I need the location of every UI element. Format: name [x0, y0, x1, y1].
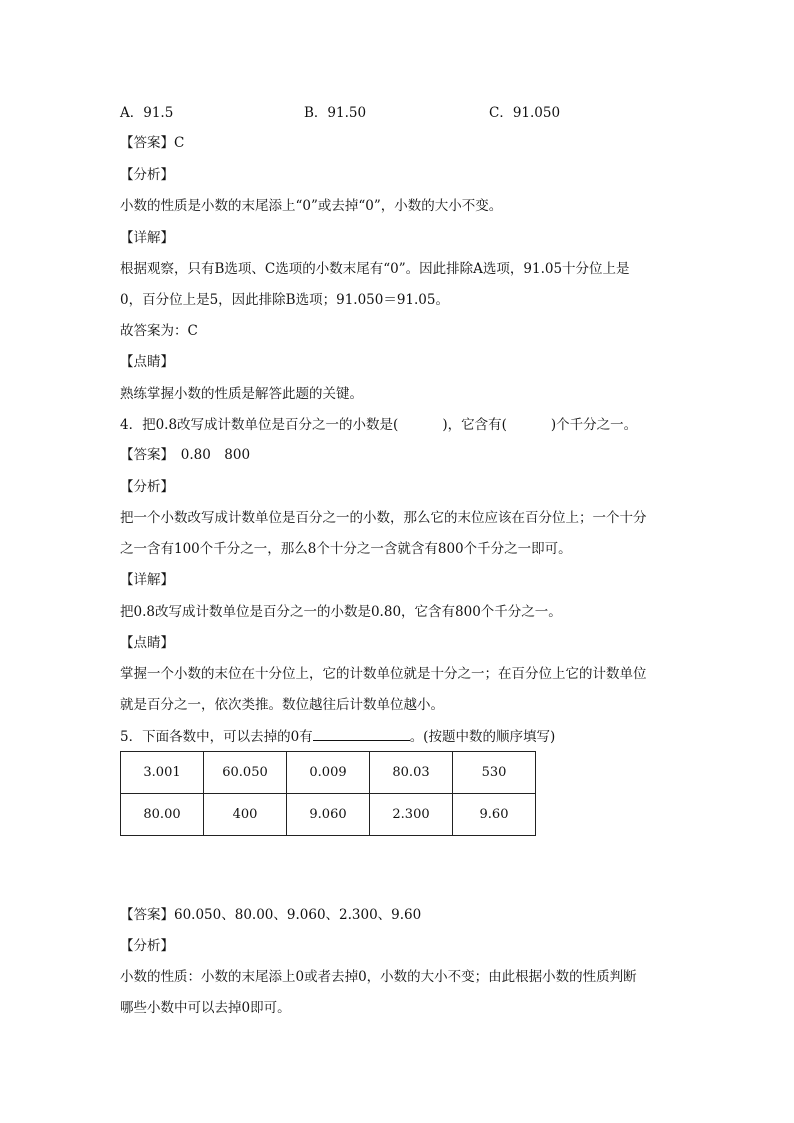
- q3-detail-line-3: 故答案为：C: [120, 323, 198, 339]
- q4-analysis-heading: 【分析】: [120, 479, 174, 495]
- table-cell: 80.00: [121, 794, 204, 836]
- table-cell: 60.050: [204, 752, 287, 794]
- q5-stem-part-b: 。(按题中数的顺序填写): [409, 729, 556, 745]
- q4-analysis-line-2: 之一含有100个千分之一，那么8个十分之一含就含有800个千分之一即可。: [120, 541, 572, 557]
- table-row: [121, 752, 536, 794]
- table-cell: 80.03: [370, 752, 453, 794]
- q4-detail-text: 把0.8改写成计数单位是百分之一的小数是0.80，它含有800个千分之一。: [120, 604, 562, 620]
- q3-detail-line-2: 0，百分位上是5，因此排除B选项；91.050＝91.05。: [120, 292, 449, 308]
- q4-stem-part-b: )，它含有(: [442, 417, 507, 433]
- q4-stem-part-a: 4．把0.8改写成计数单位是百分之一的小数是(: [120, 417, 399, 433]
- q4-stem-part-c: )个千分之一。: [550, 417, 638, 433]
- table-cell: 9.060: [287, 794, 370, 836]
- q5-analysis-line-2: 哪些小数中可以去掉0即可。: [120, 1000, 291, 1016]
- q3-analysis-text: 小数的性质是小数的末尾添上“0”或去掉“0”，小数的大小不变。: [120, 198, 503, 214]
- q5-analysis-heading: 【分析】: [120, 938, 174, 954]
- q4-detail-heading: 【详解】: [120, 572, 174, 588]
- numbers-table: [120, 751, 536, 836]
- q5-stem: [120, 727, 555, 746]
- q3-answer: 【答案】C: [120, 135, 185, 151]
- q5-answer-blank: [313, 727, 410, 741]
- table-cell: 0.009: [287, 752, 370, 794]
- q4-stem: [120, 416, 637, 434]
- table-cell: 530: [453, 752, 536, 794]
- table-cell: 400: [204, 794, 287, 836]
- q5-stem-part-a: 5．下面各数中，可以去掉的0有: [120, 729, 313, 745]
- q3-detail-line-1: 根据观察，只有B选项、C选项的小数末尾有“0”。因此排除A选项，91.05十分位上是: [120, 261, 630, 277]
- q5-answer: 【答案】60.050、80.00、9.060、2.300、9.60: [120, 907, 422, 923]
- q4-analysis-line-1: 把一个小数改写成计数单位是百分之一的小数，那么它的末位应该在百分位上；一个十分: [120, 510, 647, 526]
- q3-analysis-heading: 【分析】: [120, 167, 174, 183]
- table-cell: 3.001: [121, 752, 204, 794]
- q4-review-line-2: 就是百分之一，依次类推。数位越往后计数单位越小。: [120, 697, 444, 713]
- q4-review-line-1: 掌握一个小数的末位在十分位上，它的计数单位就是十分之一；在百分位上它的计数单位: [120, 666, 647, 682]
- q3-review-text: 熟练掌握小数的性质是解答此题的关键。: [120, 386, 363, 402]
- table-row: [121, 794, 536, 836]
- option-a: A．91.5: [120, 105, 174, 121]
- q3-review-heading: 【点睛】: [120, 354, 174, 370]
- q3-detail-heading: 【详解】: [120, 230, 174, 246]
- table-cell: 9.60: [453, 794, 536, 836]
- q4-review-heading: 【点睛】: [120, 635, 174, 651]
- option-c: C．91.050: [489, 105, 561, 121]
- q4-answer: 【答案】 0.80 800: [120, 447, 251, 463]
- q5-analysis-line-1: 小数的性质：小数的末尾添上0或者去掉0，小数的大小不变；由此根据小数的性质判断: [120, 969, 637, 985]
- table-cell: 2.300: [370, 794, 453, 836]
- option-b: B．91.50: [304, 105, 367, 121]
